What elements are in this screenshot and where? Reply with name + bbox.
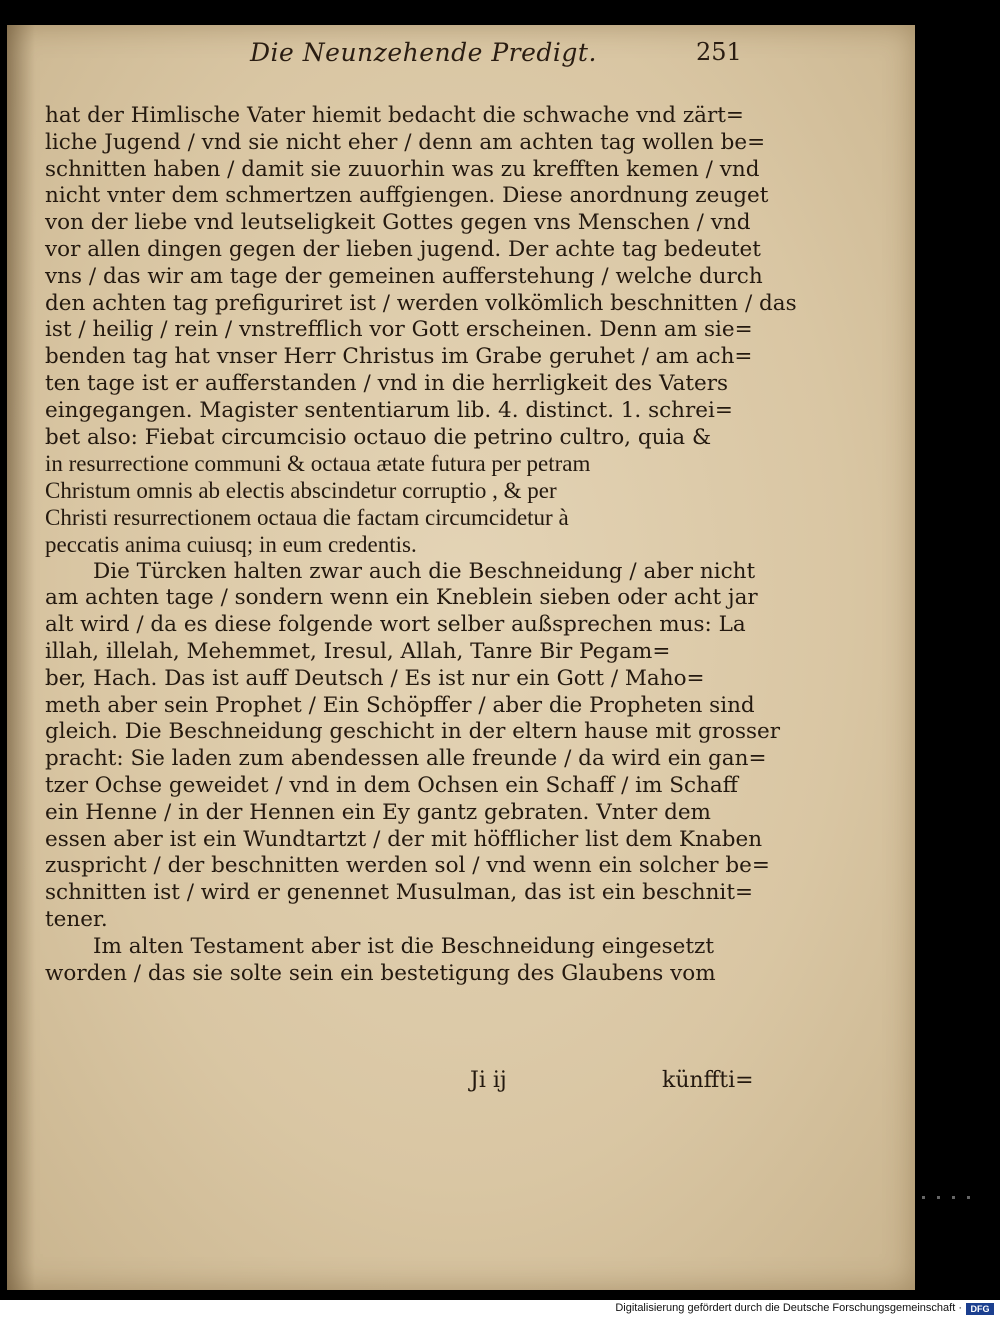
dot — [952, 1196, 955, 1199]
text-line: meth aber sein Prophet / Ein Schöpffer / aber die Propheten sind — [45, 692, 755, 718]
text-line: bet also: Fiebat circumcisio octauo die petrino cultro, quia & — [45, 424, 712, 450]
text-line: tzer Ochse geweidet / vnd in dem Ochsen ein Schaff / im Schaff — [45, 772, 738, 798]
dot — [937, 1196, 940, 1199]
latin-quote-line: Christi resurrectionem octaua die factam circumcidetur à — [45, 504, 569, 530]
text-line: am achten tage / sondern wenn ein Kneblein sieben oder acht jar — [45, 585, 758, 611]
text-line: gleich. Die Beschneidung geschicht in der eltern hause mit grosser — [45, 719, 781, 745]
text-line: zuspricht / der beschnitten werden sol / vnd wenn ein solcher be= — [45, 853, 770, 879]
page-gutter-shadow — [7, 25, 35, 1290]
text-line: ber, Hach. Das ist auff Deutsch / Es ist nur ein Gott / Maho= — [45, 665, 705, 691]
text-line: eingegangen. Magister sententiarum lib. 4. distinct. 1. schrei= — [45, 397, 733, 423]
scan-marker-dots — [922, 1188, 992, 1202]
latin-quote-line: in resurrectione communi & octaua ætate futura per petram — [45, 451, 591, 477]
dot — [922, 1196, 925, 1199]
credit-bar — [0, 1300, 1000, 1319]
funding-credit: Digitalisierung gefördert durch die Deutsche Forschungsgemeinschaft · — [615, 1302, 962, 1314]
text-line: den achten tag prefiguriret ist / werden volkömlich beschnitten / das — [45, 290, 797, 316]
catchword: künffti= — [662, 1068, 754, 1093]
text-line: von der liebe vnd leutseligkeit Gottes gegen vns Menschen / vnd — [45, 210, 751, 236]
text-line: liche Jugend / vnd sie nicht eher / denn am achten tag wollen be= — [45, 129, 766, 155]
paragraph-start-line: Im alten Testament aber ist die Beschneidung eingesetzt — [93, 933, 715, 959]
signature-mark: Ji ij — [470, 1068, 507, 1093]
page-body-text — [45, 103, 797, 987]
text-line: benden tag hat vnser Herr Christus im Grabe geruhet / am ach= — [45, 344, 753, 370]
page-header — [0, 38, 1000, 78]
text-line: schnitten ist / wird er genennet Musulman, das ist ein beschnit= — [45, 880, 753, 906]
latin-quote-line: peccatis anima cuiusq; in eum credentis. — [45, 531, 417, 557]
running-head: Die Neunzehende Predigt. — [250, 38, 597, 67]
text-line: ten tage ist er aufferstanden / vnd in die herrligkeit des Vaters — [45, 370, 729, 396]
text-line: nicht vnter dem schmertzen auffgiengen. Diese anordnung zeuget — [45, 183, 769, 209]
paragraph-start-line: Die Türcken halten zwar auch die Beschneidung / aber nicht — [93, 558, 756, 584]
page-footer — [0, 1068, 1000, 1098]
text-line: pracht: Sie laden zum abendessen alle freunde / da wird ein gan= — [45, 746, 767, 772]
latin-quote-line: Christum omnis ab electis abscindetur corruptio , & per — [45, 478, 557, 504]
text-line: vor allen dingen gegen der lieben jugend. Der achte tag bedeutet — [45, 236, 761, 262]
text-line: worden / das sie solte sein ein bestetigung des Glaubens vom — [45, 960, 716, 986]
page-number: 251 — [696, 38, 742, 66]
text-line: vns / das wir am tage der gemeinen aufferstehung / welche durch — [45, 263, 763, 289]
text-line: ist / heilig / rein / vnstrefflich vor Gott erscheinen. Denn am sie= — [45, 317, 753, 343]
text-line: ein Henne / in der Hennen ein Ey gantz gebraten. Vnter dem — [45, 799, 711, 825]
text-line: schnitten haben / damit sie zuuorhin was zu krefften kemen / vnd — [45, 156, 760, 182]
dfg-logo: DFG — [966, 1303, 994, 1315]
dot — [967, 1196, 970, 1199]
text-line: tener. — [45, 906, 108, 932]
text-line: essen aber ist ein Wundtartzt / der mit höfflicher list dem Knaben — [45, 826, 763, 852]
text-line: illah, illelah, Mehemmet, Iresul, Allah, Tanre Bir Pegam= — [45, 638, 671, 664]
text-line: hat der Himlische Vater hiemit bedacht die schwache vnd zärt= — [45, 103, 744, 128]
text-line: alt wird / da es diese folgende wort selber außsprechen mus: La — [45, 612, 746, 638]
